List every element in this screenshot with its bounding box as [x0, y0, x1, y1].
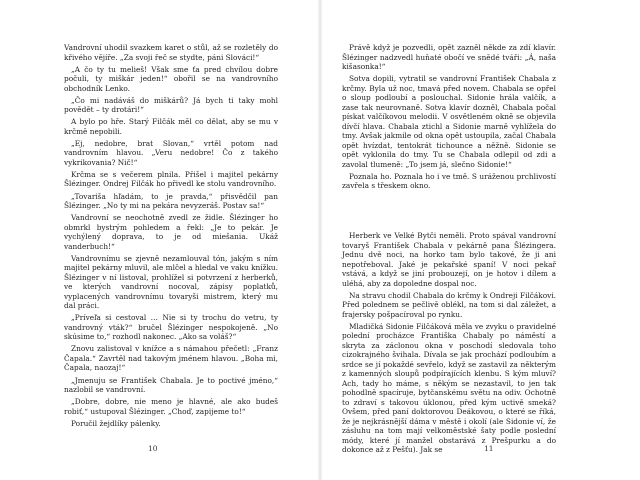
page-number: 10 [148, 444, 158, 453]
paragraph: „Ej, nedobre, brat Slovan,“ vrtěl potom nad vandrovním hlavou. „Veru nedobre! Čo z takého vykrikovania? Nič!“ [64, 138, 278, 167]
paragraph: „Jmenuju se František Chabala. Je to poctivé jméno,“ nazlobil se vandrovní. [64, 375, 278, 395]
paragraph: „Dobre, dobre, nie meno je hlavné, ale ako budeš robiť,“ ustupoval Šlézinger. „Choď, zapijeme to!“ [64, 397, 278, 416]
paragraph: Krčma se s večerem plnila. Přišel i majitel pekárny Šlézinger. Ondrej Filčák ho přivedl ke stolu vandrovního. [64, 169, 278, 189]
paragraph: Vandrovní se neochotně zvedl ze židle. Šlézinger ho obmrkl bystrým pohledem a řekl: „Je to pekár. Je vychýlený doprava, to je od miešania. Ukáž vanderbuch!“ [64, 213, 278, 251]
paragraph: Mladičká Sidonie Filčáková měla ve zvyku o pravidelné polední procházce Františka Chabaly po náměstí a skryta za záclonou okna v poschodí sledovala toho cizokrajného švihala. Dívala se jak prochází podloubím a srdce se jí pokaždé sevřelo, když se zastavil za některým z kamenných sloupů podpírajících klenbu. S kým mluví? Ach, tady ho máme, s někým se nezastavil, to jen tak pohodlně spacíruje, bytčanskému světu na odiv. Ochotně to zdraví s takovou úklonou, před kým uctivě smeká? Ovšem, před paní doktorovou Deákovou, o které se říká, že je nejkrásnější dáma v městě i okolí (ale Sidonie ví, že zásluhu na tom mají velkoměstské šaty podle poslední módy, které jí manžel obstarává z Prešpurku a do dokonce až z Pešťu). Jak se [342, 321, 556, 455]
right-page-text [342, 43, 556, 458]
paragraph: Na stravu chodil Chabala do krčmy k Ondreji Filčákovi. Před polednem se pečlivě oblékl, na tom si dal záležet, a frajersky pošpacíroval po rynku. [342, 290, 556, 319]
paragraph: Právě když je pozvedli, opět zazněl někde za zdí klavír. Šlézinger nadzvedl huňaté obočí ve snědé tváři: „Á, naša kišasonka!“ [342, 43, 556, 71]
paragraph: „Tovariša hľadám, to je pravda,“ přisvědčil pan Šlézinger. „No ty mi na pekára nevyzeráš. Postav sa!“ [64, 191, 278, 211]
section-break [342, 193, 556, 231]
right-page [320, 0, 640, 480]
paragraph: Vandrovnímu se zjevně nezamlouval tón, jakým s ním majitel pekárny mluvil, ale mlčel a hledal ve vaku knížku. Šlézinger v ní listoval, prohlížel si potvrzení z herberků, ve kterých vandrovní nocoval, zápisy poplatků, vyplacených vandrovnímu tovaryši mistrem, který mu dal práci. [64, 253, 278, 311]
paragraph: Znovu zalistoval v knížce a s námahou přečetl: „Franz Čapala.“ Zavrtěl nad takovým jménem hlavou. „Boha mi, Čapala, naozaj!“ [64, 344, 278, 373]
left-page-text [64, 43, 278, 431]
paragraph: „Čo mi nadáváš do miškárů? Já bych ti taky mohl povědět – ty drotári!“ [64, 95, 278, 115]
paragraph: Vandrovní uhodil svazkem karet o stůl, až se rozletěly do křivého vějíře. „Za svoji řeč se stydte, páni Slováci!“ [64, 43, 278, 62]
paragraph: A bylo po hře. Starý Filčák měl co dělat, aby se mu v krčmě nepobili. [64, 117, 278, 136]
paragraph: Poručil žejdlíky pálenky. [71, 418, 161, 428]
paragraph: Poznala ho. Poznala ho i ve tmě. S uráženou prchlivostí zavřela s třeskem okno. [342, 171, 556, 191]
paragraph: Sotva dopili, vytratil se vandrovní František Chabala z krčmy. Byla už noc, tmavá před novem. Chabala se opřel o sloup podloubí a poslouchal. Sidonie hrála valčík, a zase tak neurovnaně. Sotva klavír dozněl, Chabala počal pískat valčíkovou melodii. V osvětleném okně se objevila dívčí hlava. Chabala ztichl a Sidonie marně vyhlížela do tmy. Avšak jakmile od okna opět ustoupila, začal Chabala opět hvízdat, tentokrát tichounce a něžně. Sidonie se opět vyklonila do tmy. Tu se Chabala odlepil od zdi a zavolal tlumeně: „To jsem já, slečno Sidonie!“ [342, 74, 556, 169]
page-number: 11 [484, 444, 494, 453]
paragraph: Herberk ve Velké Bytči neměli. Proto spával vandrovní tovaryš František Chabala v pekárně pana Šlézingera. Jednu dvě noci, na horko tam bylo takové, že ji ani nepotřeboval. Jaké je pekařské spaní! V noci pekař vstává, a když se jiní probouzejí, on je hotov i dílem a uléhá, aby za dopoledne dospal noc. [342, 231, 556, 288]
paragraph: „A čo ty tu melieš! Však sme ťa pred chvílou dobre počuli, ty miškár jeden!“ obořil se na vandrovního obchodník Lenko. [64, 64, 278, 93]
paragraph: „Príveľa si cestoval … Nie si ty trochu do vetru, ty vandrovný vták?“ bručel Šlézinger nespokojeně. „No skúsime to,“ rozhodl nakonec. „Ako sa voláš?“ [64, 313, 278, 342]
